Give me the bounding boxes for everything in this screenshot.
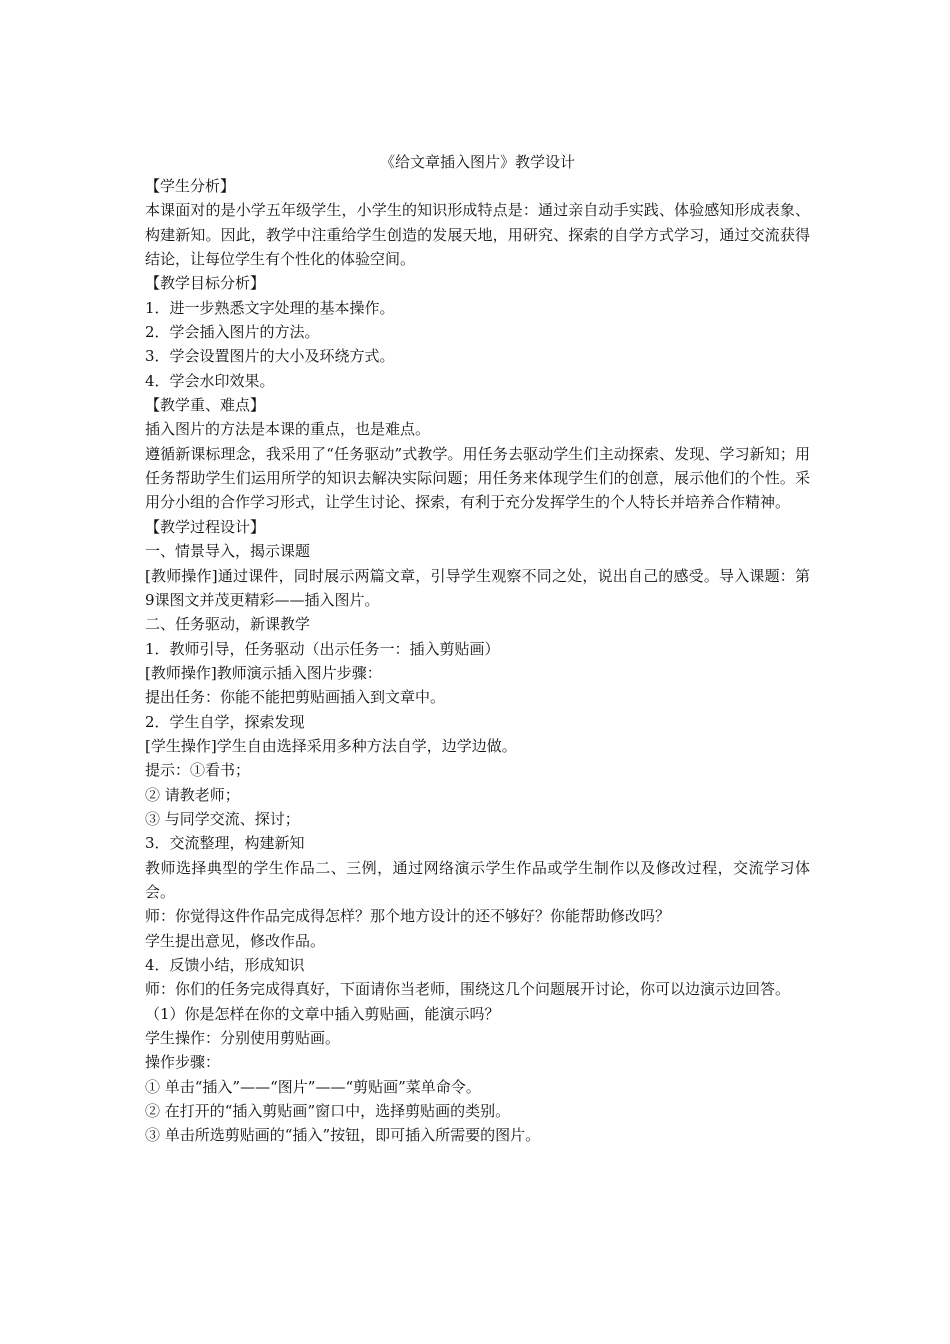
goal-item-2: 2．学会插入图片的方法。 xyxy=(145,323,320,342)
process-step-task-driven: 二、任务驱动，新课教学 xyxy=(145,615,311,634)
document-page xyxy=(145,150,810,1148)
student-feedback: 学生提出意见，修改作品。 xyxy=(145,931,326,950)
student-operation: [学生操作]学生自由选择采用多种方法自学，边学边做。 xyxy=(145,736,517,755)
operation-step-2: ② 在打开的“插入剪贴画”窗口中，选择剪贴画的类别。 xyxy=(145,1102,511,1121)
section-heading-teaching-goals: 【教学目标分析】 xyxy=(145,274,266,293)
paragraph-key-point: 插入图片的方法是本课的重点，也是难点。 xyxy=(145,420,431,439)
substep-self-study: 2．学生自学，探索发现 xyxy=(145,712,305,731)
operation-step-3: ③ 单击所选剪贴画的“插入”按钮，即可插入所需要的图片。 xyxy=(145,1126,541,1145)
section-heading-process: 【教学过程设计】 xyxy=(145,517,266,536)
section-heading-key-points: 【教学重、难点】 xyxy=(145,396,266,415)
substep-teacher-guide: 1．教师引导，任务驱动（出示任务一：插入剪贴画） xyxy=(145,639,500,658)
task-proposal: 提出任务：你能不能把剪贴画插入到文章中。 xyxy=(145,688,446,707)
paragraph-teacher-discussion: 师：你们的任务完成得真好，下面请你当老师，围绕这几个问题展开讨论，你可以边演示边回答。 xyxy=(145,980,791,999)
hint-3: ③ 与同学交流、探讨； xyxy=(145,809,300,828)
goal-item-1: 1．进一步熟悉文字处理的基本操作。 xyxy=(145,298,395,317)
teacher-operation-demo: [教师操作]教师演示插入图片步骤： xyxy=(145,663,382,682)
paragraph-teacher-operation-intro: [教师操作]通过课件，同时展示两篇文章，引导学生观察不同之处，说出自己的感受。导入课题：第9课图文并茂更精彩——插入图片。 xyxy=(145,566,810,609)
paragraph-student-analysis: 本课面对的是小学五年级学生，小学生的知识形成特点是：通过亲自动手实践、体验感知形成表象、构建新知。因此，教学中注重给学生创造的发展天地，用研究、探索的自学方式学习，通过交流获得结论，让每位学生有个性化的体验空间。 xyxy=(145,201,810,269)
student-operation-clipart: 学生操作：分别使用剪贴画。 xyxy=(145,1029,341,1048)
goal-item-3: 3．学会设置图片的大小及环绕方式。 xyxy=(145,347,395,366)
hint-1: 提示：①看书； xyxy=(145,761,251,780)
operation-step-1: ① 单击“插入”——“图片”——“剪贴画”菜单命令。 xyxy=(145,1077,481,1096)
substep-exchange: 3．交流整理，构建新知 xyxy=(145,834,305,853)
teacher-question: 师：你觉得这件作品完成得怎样？那个地方设计的还不够好？你能帮助修改吗？ xyxy=(145,907,671,926)
paragraph-select-works: 教师选择典型的学生作品二、三例，通过网络演示学生作品或学生制作以及修改过程，交流学习体会。 xyxy=(145,858,810,901)
question-1: （1）你是怎样在你的文章中插入剪贴画，能演示吗？ xyxy=(145,1004,500,1023)
document-title: 《给文章插入图片》教学设计 xyxy=(379,153,575,171)
operation-steps-heading: 操作步骤： xyxy=(145,1053,221,1072)
goal-item-4: 4．学会水印效果。 xyxy=(145,371,275,390)
substep-summary: 4．反馈小结，形成知识 xyxy=(145,956,305,974)
section-heading-student-analysis: 【学生分析】 xyxy=(145,177,236,195)
process-step-intro: 一、情景导入，揭示课题 xyxy=(145,542,311,561)
hint-2: ② 请教老师； xyxy=(145,785,240,804)
paragraph-teaching-method: 遵循新课标理念，我采用了“任务驱动”式教学。用任务去驱动学生们主动探索、发现、学习新知；用任务帮助学生们运用所学的知识去解决实际问题；用任务来体现学生们的创意，展示他们的个性。采用分小组的合作学习形式，让学生讨论、探索，有利于充分发挥学生的个人特长并培养合作精神。 xyxy=(145,444,810,512)
